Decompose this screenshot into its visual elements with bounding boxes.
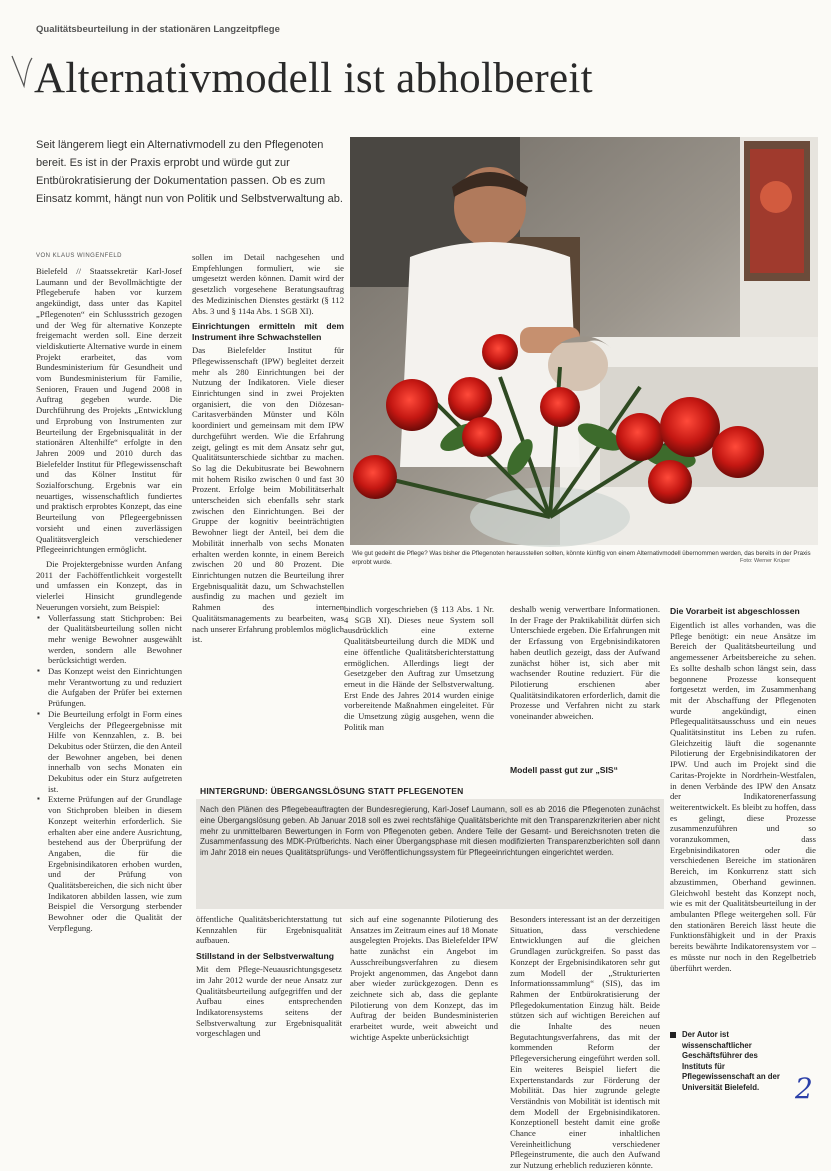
- article-lead: Seit längerem liegt ein Alternativmodell zu den Pflegenoten bereit. Es ist in der Praxis erprobt und würde gut zur Entbürokratisierung der Dokumentation passen. Ob es zum Einsatz kommt, hängt nun von Politik und Selbstverwaltung ab.: [36, 139, 343, 205]
- list-item: ▪ Das Konzept weist den Einrichtungen mehr Verantwortung zu und reduziert die Aufgaben der Prüfer bei externen Prüfungen.: [48, 666, 182, 709]
- section-rubric: Qualitätsbeurteilung in der stationären Langzeitpflege: [36, 24, 280, 35]
- column-2-upper: [192, 252, 344, 772]
- subheading: Stillstand in der Selbstverwaltung: [196, 951, 335, 962]
- side-heading: Die Vorarbeit ist abgeschlossen: [670, 606, 800, 616]
- paragraph: Besonders interessant ist an der derzeitigen Situation, dass verschiedene Entwicklungen auf die gleichen Grundlagen zurückgreifen. So passt das Konzept der Ergebnisindikatoren sehr gut zum Modell der „Strukturierten Informationssammlung“ (SIS), das im Rahmen der Entbürokratisierung der Pflegedokumentation Einzug hält. Beide stützen sich auf wichtigen Bereichen auf die Inhalte des neuen Begutachtungsverfahrens, das mit der kommenden Reform der Pflegeversicherung eingeführt werden soll. Ein weiteres Beispiel liefert die Expertenstandards zur Förderung der Mobilität. Das hier zugrunde gelegte Verständnis von Mobilität ist identisch mit dem Modell der Ergebnisindikatoren. Konzeptionell besteht damit eine große Chance einer inhaltlichen Vereinheitlichung verschiedener Pflegeinstrumente, die auch den Aufwand zur Nutzung erheblich reduzieren könnte.: [510, 914, 660, 1171]
- article-title: Alternativmodell ist abholbereit: [34, 55, 593, 102]
- column-4-heading-area: [510, 760, 660, 790]
- author-line: VON KLAUS WINGENFELD: [36, 253, 123, 259]
- paragraph: deshalb wenig verwertbare Informationen. In der Frage der Praktikabilität dürfen sich Unterschiede ergeben. Die Erfahrungen mit der Erfassung von Ergebnisindikatoren haben deutlich gezeigt, dass der Aufwand zunächst höher ist, sich aber mit wachsender Routine reduziert. Für die Pilotierung erschienen aber Qualitätsindikatoren erforderlich, damit die Prozesse und Verfahren nicht zu stark voneinander abweichen.: [510, 604, 660, 722]
- paragraph: Eigentlich ist alles vorhanden, was die Pflege benötigt: ein neue Ansätze im Bereich der Qualitätsbeurteilung und angemessener Arbeitsbereiche zu sehen. Es sollte deshalb schon längst sein, dass begonnene Prozesse konsequent fortgesetzt werden, im Zusammenhang mit der Abschaffung der Pflegenoten wurde angekündigt, einen Pflegequalitätsausschuss und ein neues Qualitätsinstitut ins Leben zu rufen. Gleichzeitig läuft die sogenannte Pilotierung der Ergebnisindikatoren der IPW. Und auch im Projekt sind die Caritas-Projekte in Nordrhein-Westfalen, in denen Verbände des IPW den Ansatz der Indikatorenerfassung weiterentwickelt. Es bleibt zu hoffen, dass es gelingt, diese Prozesse zusammenzuführen und so voranzukommen, dass Ergebnisindikatoren oder die verschiedenen Bereiche im stationären Bereich, im Konkurrenz statt sich abzustimmen, Oberhand gewinnen. Gleichwohl besteht das Konzept noch, wie es mit der Qualitätsbeurteilung in der ambulanten Pflege weitergehen soll. Für den stationären Bereich lässt heute die Funktionsfähigkeit und in der Praxis bereits bewährte Indikatorensystem vor – es müsste nur noch in den Regelbetrieb überführt werden.: [670, 620, 816, 973]
- paragraph: öffentliche Qualitätsberichterstattung tut Kennzahlen für Ergebnisqualität aufbauen.: [196, 914, 342, 946]
- box-title: HINTERGRUND: ÜBERGANGSLÖSUNG STATT PFLEGENOTEN: [200, 786, 464, 796]
- author-note-text: Der Autor ist wissenschaftlicher Geschäftsführer des Instituts für Pflegewissenschaft an der Universität Bielefeld.: [682, 1030, 780, 1092]
- box-text: Nach den Plänen des Pflegebeauftragten der Bundesregierung, Karl-Josef Laumann, soll es ab 2016 die Pflegenoten zunächst eine Übergangslösung geben. Ab Januar 2018 soll es zwei rechtsfähige Qualitätsberichte mit den Transparenzkriterien aber nicht mehr zu unmittelbaren Bewertungen in Form von Pflegenoten geben. Andere Teile der Gesamt- und Bereichsnoten treten die Zusammenfassung des MDK-Prüfberichts. Nach einer Übergangsphase mit diesen modifizierten Transparenzberichten soll dann im Jahr 2018 ein neues Qualitätsprüfungs- und Veröffentlichungssystem für Pflegeeinrichtungen eingerichtet werden.: [200, 805, 660, 858]
- paragraph: Mit dem Pflege-Neuausrichtungsgesetz im Jahr 2012 wurde der neue Ansatz zur Qualitätsbeurteilung aufgegriffen und der Aufbau eines entsprechenden Indikatorensystems seitens der Selbstverwaltung zur Ergebnisqualität vorgeschlagen und: [196, 964, 342, 1039]
- handwritten-page-number: 2: [795, 1072, 813, 1105]
- photo-caption: Wie gut gedeiht die Pflege? Was bisher die Pflegenoten herausstellen sollten, könnte künftig von einem Alternativmodell übernommen werden, das bereits in der Praxis erprobt wurde.: [352, 550, 811, 566]
- list-item: ▪ Externe Prüfungen auf der Grundlage von Stichproben bleiben in diesem Konzept weiterhin erforderlich. Sie erhalten aber eine andere Ausrichtung, bestehend aus der Überprüfung der Angaben, die für die Ergebnisindikatoren erhoben wurden, und der Prüfung von Qualitätsbereichen, die sich nicht über Indikatoren abbilden lassen, wie zum Beispiel die Versorgung sterbender Bewohner oder die Qualität der Verpflegung.: [48, 794, 182, 933]
- photo-nurse-with-roses: [350, 137, 818, 545]
- column-1: [36, 266, 182, 1104]
- note-bullet-icon: [670, 1032, 676, 1038]
- paragraph: Die Projektergebnisse wurden Anfang 2011 der Fachöffentlichkeit vorgestellt und umfassen ein Konzept, das in vielerlei Hinsicht grundlegende Neuerungen vorsieht, zum Beispiel:: [36, 558, 182, 612]
- list-item: ▪ Die Beurteilung erfolgt in Form eines Vergleichs der Pflegeergebnisse mit Hilfe von Kennzahlen, z. B. bei Dekubitus oder Stürzen, die den Anteil der Bewohner angeben, bei denen innerhalb von sechs Monaten ein Dekubitus oder ein Sturz aufgetreten ist.: [48, 709, 182, 795]
- list-item: ▪ Vollerfassung statt Stichproben: Bei der Qualitätsbeurteilung sollen nicht mehr wenige Bewohner ausgewählt werden, sondern alle Bewohner berücksichtigt werden.: [48, 613, 182, 667]
- column-3-upper: [344, 604, 494, 776]
- subheading: Modell passt gut zur „SIS“: [510, 765, 618, 775]
- photo-credit: Foto: Werner Krüper: [740, 558, 791, 564]
- column-3-bottom: [350, 914, 498, 1108]
- article-photo: [350, 137, 818, 545]
- column-2-bottom: [196, 914, 342, 1108]
- handwritten-checkmark-icon: [8, 52, 34, 92]
- paragraph: Bielefeld // Staatssekretär Karl-Josef Laumann und der Bevollmächtigte der Pflegeberufe haben vor kurzem angekündigt, dass unter das Kapitel „Pflegenoten“ ein Schlussstrich gezogen und der Weg für alternative Konzepte freigemacht werden soll. Eine derzeit vieldiskutierte Alternative wurde in einem Projekt erarbeitet, das vom Bundesministerium für Gesundheit und vom Bundesministerium für Familie, Senioren, Frauen und Jugend 2008 in Auftrag gegeben wurde. Die Durchführung des Projekts „Entwicklung und Erprobung von Instrumenten zur Beurteilung der Ergebnisqualität in der stationären Altenhilfe“ erfolgte in den Jahren 2009 und 2010 durch das Bielefelder Institut für Pflegewissenschaft und das Kölner Institut für Sozialforschung. Ergebnis war ein neuartiges, wissenschaftlich fundiertes und praktisch erprobtes Konzept, das eine Beurteilung von Pflegeergebnissen vorsieht und einen zuverlässigen Qualitätsvergleich verschiedener Pflegeeinrichtungen ermöglicht.: [36, 266, 182, 555]
- column-4-bottom: [510, 914, 660, 1171]
- paragraph: bindlich vorgeschrieben (§ 113 Abs. 1 Nr. 4 SGB XI). Dieses neue System soll ausdrücklich eine externe Qualitätsbeurteilung durch die MDK und eine öffentliche Qualitätsberichterstattung ermöglichen. Allerdings liegt der Gesetzgeber den Auftrag zur Umsetzung erneut in die Hände der Selbstverwaltung. Erst Ende des Jahres 2014 wurden einige vorbereitende Maßnahmen eingeleitet. Für die Umsetzung zügig ausgehen, wenn die Politik man: [344, 604, 494, 732]
- author-note: [670, 1030, 790, 1093]
- paragraph: Das Bielefelder Institut für Pflegewissenschaft (IPW) begleitet derzeit mehr als 280 Einrichtungen bei der Nutzung der Indikatoren. Viele dieser Einrichtungen sind in zwei Projekten organisiert, die von den Diözesan-Caritasverbänden Münster und Köln koordiniert und gemeinsam mit dem IPW durchgeführt werden. Wie die Erfahrung zeigt, gelingt es mit dem Ansatz sehr gut, Qualitätsunterschiede sichtbar zu machen. So lag die Dekubitusrate bei Bewohnern mit hohem Risiko zwischen 0 und fast 30 Prozent. Erfolge beim Mobilitätserhalt unterscheiden sich ebenfalls sehr stark zwischen den Einrichtungen. Bei der Gruppe der kognitiv beeinträchtigten Bewohner liegt der Anteil, bei dem die Mobilität innerhalb von sechs Monaten erhalten werden konnte, in einem Bereich zwischen 20 und 80 Prozent. Die Einrichtungen nutzen die Beurteilung ihrer Ergebnisqualität dazu, um Schwachstellen ausfindig zu machen und gezielt im Rahmen des internen Qualitätsmanagements zu bearbeiten, was nach unserer Erfahrung problemlos möglich ist.: [192, 345, 344, 645]
- subheading: Einrichtungen ermitteln mit dem Instrument ihre Schwachstellen: [192, 321, 344, 343]
- column-5: [670, 620, 816, 1024]
- column-4-upper: [510, 604, 660, 776]
- paragraph: sich auf eine sogenannte Pilotierung des Ansatzes im Zeitraum eines auf 18 Monate ausgelegten Projekts. Das Bielefelder IPW hatte zunächst ein Angebot im Ausschreibungsverfahren zu diesem Projekt angenommen, das Angebot dann aber wieder zurückgezogen. Denn es zeichnete sich ab, dass die geplante Pilotierung von dem Konzept, das im Auftrag der beiden Bundesministerien erarbeitet wurde, weit abweicht und wichtige Aspekte unberücksichtigt: [350, 914, 498, 1042]
- paragraph: sollen im Detail nachgesehen und Empfehlungen formuliert, wie sie umgesetzt werden können. Damit wird der gesetzlich vorgesehene Beratungsauftrag des Medizinischen Dienstes gestärkt (§ 112 Abs. 3 und § 114a Abs. 1 SGB XI).: [192, 252, 344, 316]
- bullet-list: [36, 613, 182, 934]
